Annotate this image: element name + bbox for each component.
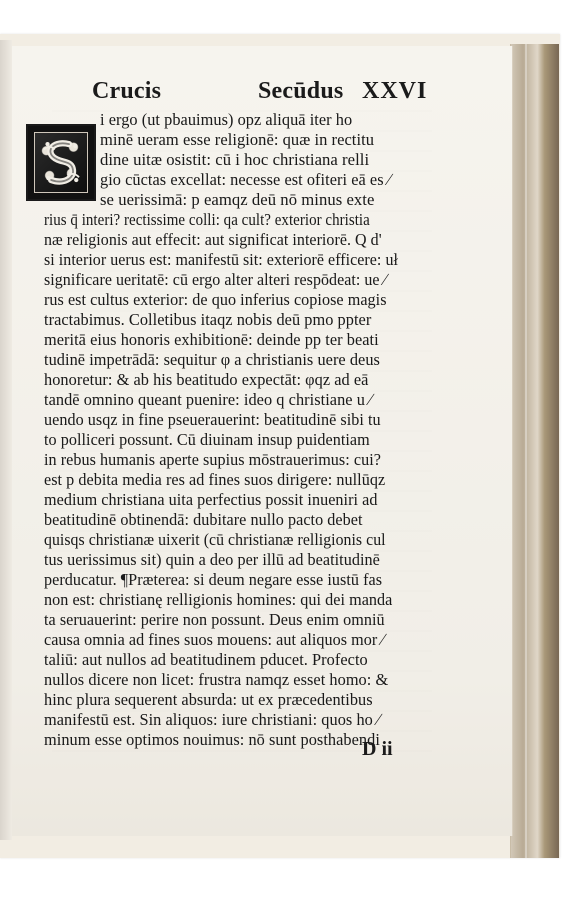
text-line: minē ueram esse religionē: quæ in rectitu bbox=[100, 130, 374, 149]
folio-number: XXVI bbox=[362, 78, 428, 104]
text-line: hinc plura sequerent absurda: ut ex præcedentibus bbox=[44, 690, 373, 709]
text-line: uendo usqz in fine pseuerauerint: beatitudinē sibi tu bbox=[44, 410, 381, 429]
text-line: causa omnia ad fines suos mouens: aut aliquos mor ∕ bbox=[44, 630, 385, 649]
text-line: est p debita media res ad fines suos dirigere: nullūqz bbox=[44, 470, 386, 489]
initial-letter-art bbox=[35, 133, 87, 192]
page-fore-edge bbox=[510, 44, 559, 858]
text-line: rus est cultus exterior: de quo inferius copiose magis bbox=[44, 290, 387, 309]
signature-mark: D ii bbox=[362, 738, 393, 760]
text-line: næ religionis aut effecit: aut significat interiorē. Q d' bbox=[44, 230, 382, 249]
text-line: gio cūctas excellat: necesse est ofiteri eā es ∕ bbox=[100, 170, 391, 189]
text-line: manifestū est. Sin aliquos: iure christiani: quos ho ∕ bbox=[44, 710, 380, 729]
left-page-shadow bbox=[0, 40, 12, 840]
text-line: perducatur. ¶Præterea: si deum negare esse iustū fas bbox=[44, 570, 383, 589]
body-text bbox=[44, 110, 435, 760]
text-line: tractabimus. Colletibus itaqz nobis deū pmo ppter bbox=[44, 310, 372, 329]
text-line: minum esse optimos nouimus: nō sunt posthabendi bbox=[44, 730, 380, 749]
text-line: medium christiana uita perfectius possit inueniri ad bbox=[44, 490, 378, 509]
text-line: quisqs christianæ uixerit (cū christianæ relligionis cul bbox=[44, 530, 386, 549]
text-line: in rebus humanis aperte supius mōstrauerimus: cui? bbox=[44, 450, 381, 469]
text-line: se uerissimā: p eamqz deū nō minus exte bbox=[100, 190, 375, 209]
text-line: honoretur: & ab his beatitudo expectāt: φqz ad eā bbox=[44, 370, 369, 389]
text-line: to polliceri possunt. Cū diuinam insup puidentiam bbox=[44, 430, 370, 449]
text-line: tandē omnino queant puenire: ideo q christiane u ∕ bbox=[44, 390, 372, 409]
text-line: i ergo (ut pbauimus) opz aliquā iter ho bbox=[100, 110, 353, 129]
text-line: significare ueritatē: cū ergo alter alteri respōdeat: ue ∕ bbox=[44, 270, 387, 289]
decorated-initial bbox=[26, 124, 96, 201]
text-line: meritā eius honoris exhibitionē: deinde pp ter beati bbox=[44, 330, 379, 349]
initial-ornament bbox=[34, 132, 88, 193]
header-middle-word: Secūdus bbox=[258, 78, 344, 104]
text-line: nullos dicere non licet: frustra namqz esset homo: & bbox=[44, 670, 389, 689]
text-line: tudinē impetrādā: sequitur φ a christianis uere deus bbox=[44, 350, 380, 369]
text-line: rius q̄ interi? rectissime colli: qa cult? exterior christia bbox=[44, 210, 370, 229]
text-line: non est: christianę relligionis homines: qui dei manda bbox=[44, 590, 393, 609]
text-line: dine uitæ osistit: cū i hoc christiana relli bbox=[100, 150, 370, 169]
text-line: ta seruauerint: perire non possunt. Deus enim omniū bbox=[44, 610, 385, 629]
text-line: tus uerissimus sit) quin a deo per illū ad beatitudinē bbox=[44, 550, 380, 569]
text-line: beatitudinē obtinendā: dubitare nullo pacto debet bbox=[44, 510, 363, 529]
text-line: si interior uerus est: manifestū sit: exteriorē efficere: uł bbox=[44, 250, 398, 269]
running-header bbox=[80, 78, 430, 108]
header-left-word: Crucis bbox=[92, 78, 162, 104]
text-line: taliū: aut nullos ad beatitudinem pducet. Profecto bbox=[44, 650, 368, 669]
